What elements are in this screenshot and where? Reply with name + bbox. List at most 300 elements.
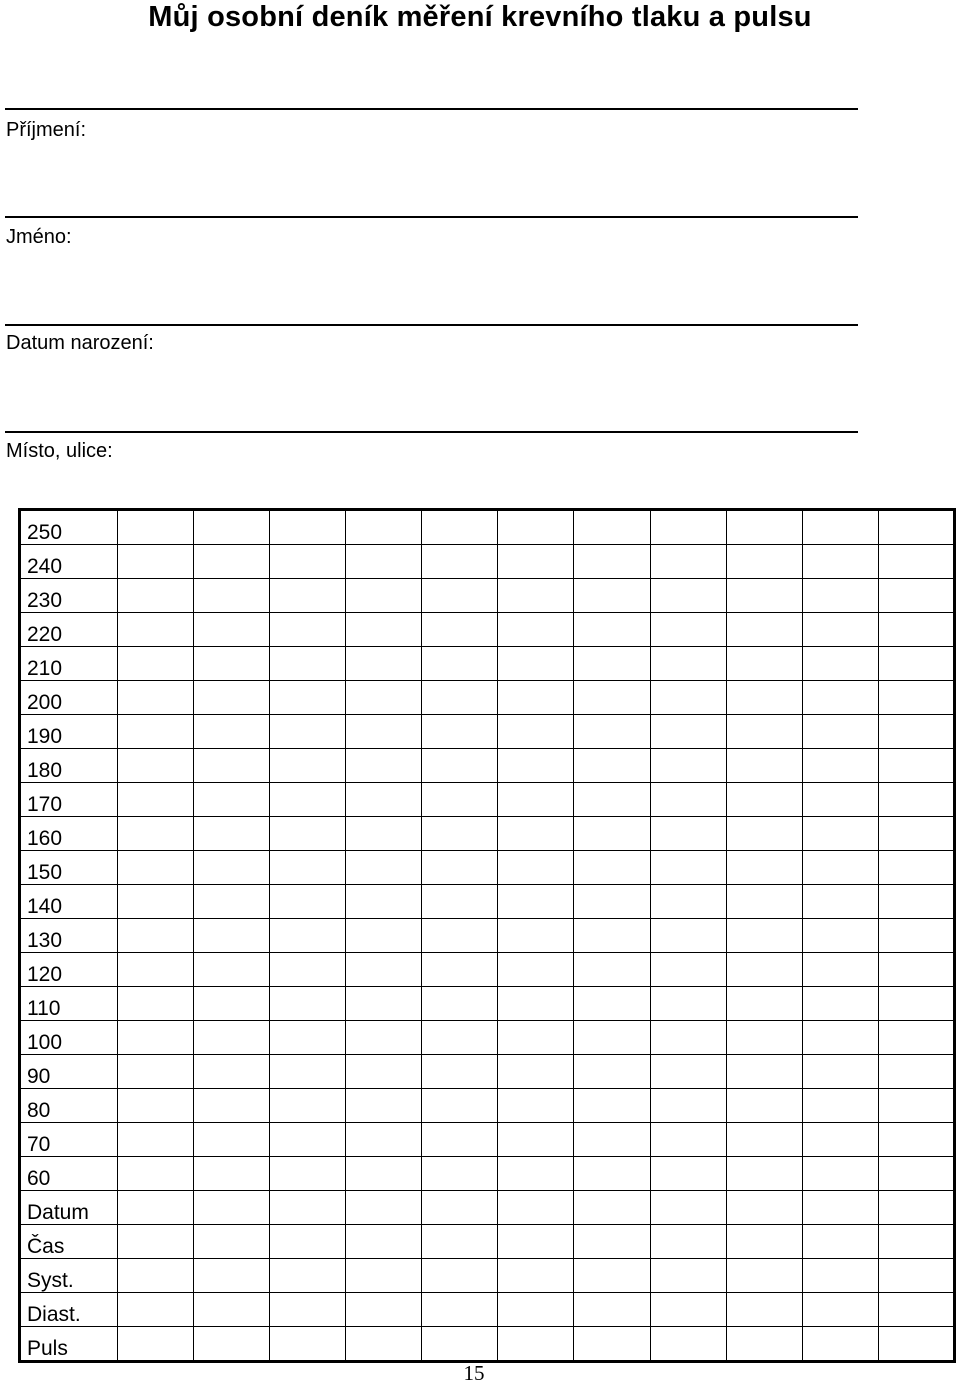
entry-cell[interactable]: [498, 1293, 574, 1327]
table-row: [20, 1191, 955, 1225]
entry-cell[interactable]: [574, 647, 650, 681]
entry-cell[interactable]: [346, 715, 422, 749]
entry-cell[interactable]: [498, 1225, 574, 1259]
entry-cell[interactable]: [118, 987, 194, 1021]
entry-cell[interactable]: [574, 919, 650, 953]
entry-cell[interactable]: [650, 1259, 726, 1293]
birth-date-line[interactable]: [5, 324, 858, 326]
entry-cell[interactable]: [726, 579, 802, 613]
entry-cell[interactable]: [118, 1225, 194, 1259]
entry-cell[interactable]: [498, 1055, 574, 1089]
entry-cell[interactable]: [422, 1191, 498, 1225]
entry-cell[interactable]: [346, 1055, 422, 1089]
entry-cell[interactable]: [118, 545, 194, 579]
entry-cell[interactable]: [118, 1259, 194, 1293]
entry-cell[interactable]: [726, 817, 802, 851]
entry-cell[interactable]: [574, 1191, 650, 1225]
entry-cell[interactable]: [194, 1327, 270, 1362]
entry-cell[interactable]: [878, 851, 954, 885]
entry-cell[interactable]: [726, 1259, 802, 1293]
entry-cell[interactable]: [194, 1259, 270, 1293]
page-number: 15: [463, 1361, 485, 1385]
entry-cell[interactable]: [270, 1327, 346, 1362]
birth-date-label: Datum narození:: [6, 332, 154, 354]
first-name-label: Jméno:: [6, 226, 72, 248]
entry-cell[interactable]: [422, 1021, 498, 1055]
entry-cell[interactable]: [270, 1157, 346, 1191]
entry-cell[interactable]: [650, 1021, 726, 1055]
entry-cell[interactable]: [498, 510, 574, 545]
entry-cell[interactable]: [194, 579, 270, 613]
entry-cell[interactable]: [574, 1327, 650, 1362]
entry-cell[interactable]: [498, 1021, 574, 1055]
entry-cell[interactable]: [726, 1327, 802, 1362]
entry-cell[interactable]: [270, 987, 346, 1021]
entry-cell[interactable]: [346, 510, 422, 545]
entry-cell[interactable]: [726, 715, 802, 749]
row-label: 180: [20, 749, 118, 783]
entry-cell[interactable]: [650, 1157, 726, 1191]
entry-cell[interactable]: [802, 1089, 878, 1123]
entry-cell[interactable]: [118, 681, 194, 715]
entry-cell[interactable]: [118, 1157, 194, 1191]
entry-cell[interactable]: [118, 953, 194, 987]
entry-cell[interactable]: [726, 1225, 802, 1259]
entry-cell[interactable]: [346, 613, 422, 647]
entry-cell[interactable]: [346, 817, 422, 851]
row-label: 160: [20, 817, 118, 851]
entry-cell[interactable]: [498, 1259, 574, 1293]
entry-cell[interactable]: [574, 783, 650, 817]
entry-cell[interactable]: [118, 919, 194, 953]
entry-cell[interactable]: [878, 749, 954, 783]
entry-cell[interactable]: [194, 1123, 270, 1157]
entry-cell[interactable]: [270, 851, 346, 885]
entry-cell[interactable]: [270, 613, 346, 647]
entry-cell[interactable]: [422, 817, 498, 851]
entry-cell[interactable]: [802, 545, 878, 579]
entry-cell[interactable]: [270, 1191, 346, 1225]
entry-cell[interactable]: [498, 1157, 574, 1191]
entry-cell[interactable]: [878, 1123, 954, 1157]
entry-cell[interactable]: [270, 817, 346, 851]
entry-cell[interactable]: [878, 510, 954, 545]
entry-cell[interactable]: [498, 953, 574, 987]
entry-cell[interactable]: [422, 647, 498, 681]
entry-cell[interactable]: [118, 579, 194, 613]
entry-cell[interactable]: [194, 1191, 270, 1225]
entry-cell[interactable]: [194, 647, 270, 681]
entry-cell[interactable]: [118, 613, 194, 647]
entry-cell[interactable]: [498, 1123, 574, 1157]
entry-cell[interactable]: [878, 1225, 954, 1259]
entry-cell[interactable]: [194, 613, 270, 647]
entry-cell[interactable]: [574, 987, 650, 1021]
entry-cell[interactable]: [574, 613, 650, 647]
entry-cell[interactable]: [802, 613, 878, 647]
entry-cell[interactable]: [574, 1259, 650, 1293]
entry-cell[interactable]: [422, 579, 498, 613]
entry-cell[interactable]: [802, 987, 878, 1021]
entry-cell[interactable]: [118, 1293, 194, 1327]
entry-cell[interactable]: [270, 681, 346, 715]
entry-cell[interactable]: [118, 715, 194, 749]
entry-cell[interactable]: [574, 1225, 650, 1259]
entry-cell[interactable]: [422, 1089, 498, 1123]
entry-cell[interactable]: [498, 817, 574, 851]
entry-cell[interactable]: [194, 545, 270, 579]
entry-cell[interactable]: [118, 647, 194, 681]
entry-cell[interactable]: [118, 783, 194, 817]
entry-cell[interactable]: [726, 1191, 802, 1225]
entry-cell[interactable]: [270, 1259, 346, 1293]
table-row: [20, 1055, 955, 1089]
entry-cell[interactable]: [802, 579, 878, 613]
entry-cell[interactable]: [802, 783, 878, 817]
entry-cell[interactable]: [574, 953, 650, 987]
entry-cell[interactable]: [574, 510, 650, 545]
entry-cell[interactable]: [802, 1293, 878, 1327]
entry-cell[interactable]: [422, 783, 498, 817]
entry-cell[interactable]: [878, 1259, 954, 1293]
surname-line[interactable]: [5, 108, 858, 110]
entry-cell[interactable]: [878, 545, 954, 579]
entry-cell[interactable]: [422, 1055, 498, 1089]
entry-cell[interactable]: [574, 1089, 650, 1123]
entry-cell[interactable]: [346, 1225, 422, 1259]
entry-cell[interactable]: [802, 953, 878, 987]
entry-cell[interactable]: [650, 579, 726, 613]
table-row: [20, 613, 955, 647]
entry-cell[interactable]: [118, 1191, 194, 1225]
entry-cell[interactable]: [346, 1123, 422, 1157]
entry-cell[interactable]: [118, 749, 194, 783]
entry-cell[interactable]: [422, 953, 498, 987]
entry-cell[interactable]: [270, 783, 346, 817]
entry-cell[interactable]: [650, 1191, 726, 1225]
address-line[interactable]: [5, 431, 858, 433]
entry-cell[interactable]: [346, 579, 422, 613]
entry-cell[interactable]: [650, 613, 726, 647]
row-label: 210: [20, 647, 118, 681]
entry-cell[interactable]: [726, 1021, 802, 1055]
entry-cell[interactable]: [878, 1293, 954, 1327]
entry-cell[interactable]: [498, 987, 574, 1021]
table-row: [20, 510, 955, 545]
entry-cell[interactable]: [498, 1327, 574, 1362]
entry-cell[interactable]: [878, 919, 954, 953]
entry-cell[interactable]: [802, 1327, 878, 1362]
entry-cell[interactable]: [802, 1225, 878, 1259]
entry-cell[interactable]: [346, 1327, 422, 1362]
entry-cell[interactable]: [194, 1157, 270, 1191]
entry-cell[interactable]: [650, 987, 726, 1021]
entry-cell[interactable]: [726, 783, 802, 817]
entry-cell[interactable]: [726, 1123, 802, 1157]
entry-cell[interactable]: [878, 647, 954, 681]
entry-cell[interactable]: [194, 681, 270, 715]
entry-cell[interactable]: [878, 1327, 954, 1362]
entry-cell[interactable]: [726, 919, 802, 953]
table-row: [20, 919, 955, 953]
entry-cell[interactable]: [878, 1157, 954, 1191]
table-row: [20, 885, 955, 919]
entry-cell[interactable]: [574, 715, 650, 749]
entry-cell[interactable]: [346, 1089, 422, 1123]
entry-cell[interactable]: [194, 1293, 270, 1327]
entry-cell[interactable]: [422, 1293, 498, 1327]
entry-cell[interactable]: [726, 545, 802, 579]
entry-cell[interactable]: [650, 783, 726, 817]
entry-cell[interactable]: [118, 851, 194, 885]
entry-cell[interactable]: [650, 1225, 726, 1259]
entry-cell[interactable]: [194, 987, 270, 1021]
entry-cell[interactable]: [574, 851, 650, 885]
entry-cell[interactable]: [346, 919, 422, 953]
table-row: [20, 987, 955, 1021]
table-row: [20, 783, 955, 817]
entry-cell[interactable]: [650, 1055, 726, 1089]
entry-cell[interactable]: [270, 1123, 346, 1157]
entry-cell[interactable]: [270, 545, 346, 579]
entry-cell[interactable]: [574, 1157, 650, 1191]
entry-cell[interactable]: [498, 919, 574, 953]
entry-cell[interactable]: [726, 647, 802, 681]
entry-cell[interactable]: [878, 715, 954, 749]
entry-cell[interactable]: [498, 1089, 574, 1123]
entry-cell[interactable]: [878, 987, 954, 1021]
entry-cell[interactable]: [574, 1123, 650, 1157]
row-label: 230: [20, 579, 118, 613]
entry-cell[interactable]: [422, 1259, 498, 1293]
entry-cell[interactable]: [194, 1225, 270, 1259]
entry-cell[interactable]: [346, 749, 422, 783]
entry-cell[interactable]: [270, 1021, 346, 1055]
entry-cell[interactable]: [422, 1225, 498, 1259]
entry-cell[interactable]: [422, 681, 498, 715]
row-label: 120: [20, 953, 118, 987]
entry-cell[interactable]: [270, 647, 346, 681]
entry-cell[interactable]: [574, 579, 650, 613]
entry-cell[interactable]: [346, 953, 422, 987]
entry-cell[interactable]: [726, 510, 802, 545]
entry-cell[interactable]: [878, 817, 954, 851]
entry-cell[interactable]: [346, 1157, 422, 1191]
entry-cell[interactable]: [650, 749, 726, 783]
row-label: 250: [20, 510, 118, 545]
entry-cell[interactable]: [118, 1089, 194, 1123]
entry-cell[interactable]: [802, 510, 878, 545]
entry-cell[interactable]: [346, 647, 422, 681]
entry-cell[interactable]: [498, 681, 574, 715]
entry-cell[interactable]: [802, 715, 878, 749]
entry-cell[interactable]: [650, 545, 726, 579]
entry-cell[interactable]: [422, 851, 498, 885]
entry-cell[interactable]: [726, 749, 802, 783]
entry-cell[interactable]: [802, 885, 878, 919]
entry-cell[interactable]: [574, 749, 650, 783]
entry-cell[interactable]: [346, 783, 422, 817]
entry-cell[interactable]: [650, 851, 726, 885]
entry-cell[interactable]: [118, 885, 194, 919]
entry-cell[interactable]: [118, 1021, 194, 1055]
entry-cell[interactable]: [346, 1021, 422, 1055]
first-name-line[interactable]: [5, 216, 858, 218]
entry-cell[interactable]: [346, 545, 422, 579]
entry-cell[interactable]: [726, 1293, 802, 1327]
entry-cell[interactable]: [726, 613, 802, 647]
entry-cell[interactable]: [574, 885, 650, 919]
entry-cell[interactable]: [650, 681, 726, 715]
entry-cell[interactable]: [422, 510, 498, 545]
entry-cell[interactable]: [726, 1055, 802, 1089]
entry-cell[interactable]: [802, 1157, 878, 1191]
entry-cell[interactable]: [498, 749, 574, 783]
entry-cell[interactable]: [650, 1293, 726, 1327]
entry-cell[interactable]: [346, 1259, 422, 1293]
entry-cell[interactable]: [422, 749, 498, 783]
entry-cell[interactable]: [726, 681, 802, 715]
entry-cell[interactable]: [498, 545, 574, 579]
entry-cell[interactable]: [498, 1191, 574, 1225]
entry-cell[interactable]: [574, 1021, 650, 1055]
entry-cell[interactable]: [802, 1123, 878, 1157]
entry-cell[interactable]: [650, 1089, 726, 1123]
entry-cell[interactable]: [422, 1123, 498, 1157]
entry-cell[interactable]: [726, 885, 802, 919]
entry-cell[interactable]: [726, 953, 802, 987]
entry-cell[interactable]: [346, 1191, 422, 1225]
entry-cell[interactable]: [118, 1327, 194, 1362]
entry-cell[interactable]: [118, 1123, 194, 1157]
entry-cell[interactable]: [878, 579, 954, 613]
entry-cell[interactable]: [574, 1055, 650, 1089]
entry-cell[interactable]: [270, 919, 346, 953]
entry-cell[interactable]: [726, 851, 802, 885]
entry-cell[interactable]: [498, 613, 574, 647]
entry-cell[interactable]: [194, 783, 270, 817]
entry-cell[interactable]: [650, 647, 726, 681]
entry-cell[interactable]: [422, 613, 498, 647]
entry-cell[interactable]: [194, 749, 270, 783]
entry-cell[interactable]: [574, 681, 650, 715]
entry-cell[interactable]: [346, 885, 422, 919]
entry-cell[interactable]: [346, 681, 422, 715]
entry-cell[interactable]: [878, 885, 954, 919]
entry-cell[interactable]: [878, 953, 954, 987]
entry-cell[interactable]: [878, 1021, 954, 1055]
entry-cell[interactable]: [498, 885, 574, 919]
entry-cell[interactable]: [194, 510, 270, 545]
entry-cell[interactable]: [270, 885, 346, 919]
entry-cell[interactable]: [726, 1157, 802, 1191]
entry-cell[interactable]: [194, 1055, 270, 1089]
entry-cell[interactable]: [726, 1089, 802, 1123]
entry-cell[interactable]: [118, 817, 194, 851]
entry-cell[interactable]: [194, 851, 270, 885]
entry-cell[interactable]: [194, 1089, 270, 1123]
entry-cell[interactable]: [270, 579, 346, 613]
entry-cell[interactable]: [802, 681, 878, 715]
entry-cell[interactable]: [422, 545, 498, 579]
row-label: 220: [20, 613, 118, 647]
entry-cell[interactable]: [650, 510, 726, 545]
entry-cell[interactable]: [878, 783, 954, 817]
entry-cell[interactable]: [498, 851, 574, 885]
entry-cell[interactable]: [270, 749, 346, 783]
entry-cell[interactable]: [802, 1055, 878, 1089]
entry-cell[interactable]: [802, 1021, 878, 1055]
entry-cell[interactable]: [422, 987, 498, 1021]
entry-cell[interactable]: [194, 919, 270, 953]
entry-cell[interactable]: [346, 1293, 422, 1327]
entry-cell[interactable]: [270, 1293, 346, 1327]
entry-cell[interactable]: [650, 817, 726, 851]
entry-cell[interactable]: [574, 1293, 650, 1327]
row-label: 240: [20, 545, 118, 579]
entry-cell[interactable]: [650, 953, 726, 987]
entry-cell[interactable]: [498, 715, 574, 749]
entry-cell[interactable]: [650, 885, 726, 919]
entry-cell[interactable]: [650, 1327, 726, 1362]
entry-cell[interactable]: [802, 1191, 878, 1225]
entry-cell[interactable]: [498, 579, 574, 613]
entry-cell[interactable]: [802, 647, 878, 681]
entry-cell[interactable]: [802, 851, 878, 885]
entry-cell[interactable]: [802, 817, 878, 851]
entry-cell[interactable]: [802, 919, 878, 953]
row-label: 130: [20, 919, 118, 953]
entry-cell[interactable]: [650, 715, 726, 749]
entry-cell[interactable]: [194, 1021, 270, 1055]
entry-cell[interactable]: [346, 851, 422, 885]
entry-cell[interactable]: [270, 953, 346, 987]
entry-cell[interactable]: [498, 783, 574, 817]
entry-cell[interactable]: [270, 1055, 346, 1089]
entry-cell[interactable]: [878, 1089, 954, 1123]
entry-cell[interactable]: [878, 613, 954, 647]
entry-cell[interactable]: [422, 1327, 498, 1362]
entry-cell[interactable]: [118, 1055, 194, 1089]
entry-cell[interactable]: [346, 987, 422, 1021]
entry-cell[interactable]: [726, 987, 802, 1021]
entry-cell[interactable]: [802, 749, 878, 783]
entry-cell[interactable]: [878, 1191, 954, 1225]
entry-cell[interactable]: [650, 1123, 726, 1157]
entry-cell[interactable]: [878, 681, 954, 715]
page-title: Můj osobní deník měření krevního tlaku a pulsu: [148, 1, 812, 33]
entry-cell[interactable]: [194, 715, 270, 749]
entry-cell[interactable]: [422, 885, 498, 919]
entry-cell[interactable]: [650, 919, 726, 953]
entry-cell[interactable]: [574, 545, 650, 579]
entry-cell[interactable]: [194, 953, 270, 987]
entry-cell[interactable]: [194, 885, 270, 919]
entry-cell[interactable]: [270, 510, 346, 545]
entry-cell[interactable]: [270, 1089, 346, 1123]
entry-cell[interactable]: [422, 715, 498, 749]
entry-cell[interactable]: [194, 817, 270, 851]
entry-cell[interactable]: [422, 1157, 498, 1191]
entry-cell[interactable]: [270, 1225, 346, 1259]
entry-cell[interactable]: [498, 647, 574, 681]
entry-cell[interactable]: [422, 919, 498, 953]
entry-cell[interactable]: [878, 1055, 954, 1089]
entry-cell[interactable]: [574, 817, 650, 851]
entry-cell[interactable]: [118, 510, 194, 545]
entry-cell[interactable]: [802, 1259, 878, 1293]
entry-cell[interactable]: [270, 715, 346, 749]
